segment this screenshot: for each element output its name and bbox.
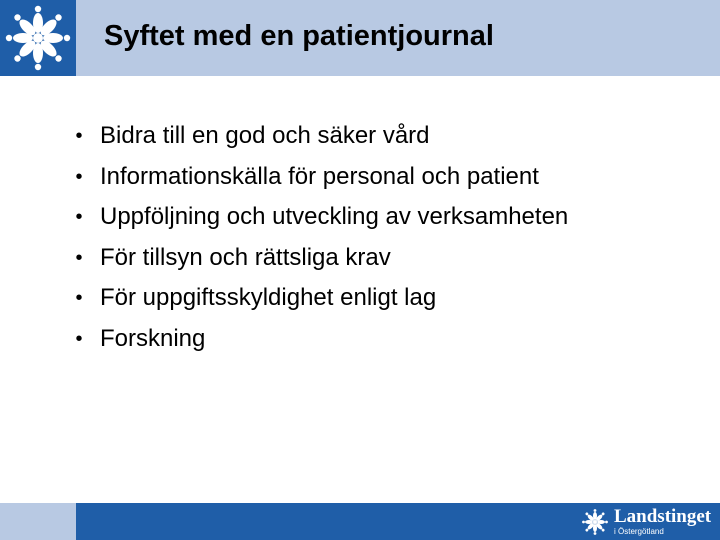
bullet-item	[72, 238, 568, 279]
bullet-item	[72, 278, 568, 319]
brand-subtitle: i Östergötland	[614, 527, 664, 536]
slide-title: Syftet med en patientjournal	[104, 20, 494, 52]
bullet-marker: •	[75, 246, 83, 269]
bullet-item	[72, 157, 568, 198]
bullet-item	[72, 197, 568, 238]
snowflake-icon	[580, 507, 610, 537]
bullet-text: Uppföljning och utveckling av verksamheten	[100, 203, 569, 230]
bullet-marker: •	[75, 165, 83, 188]
bullet-marker: •	[75, 287, 83, 309]
bullet-item	[72, 319, 568, 360]
bullet-text: Forskning	[100, 324, 206, 352]
bullet-text: Bidra till en god och säker vård	[100, 122, 430, 149]
bullet-marker: •	[75, 125, 83, 147]
footer-brand-logo	[580, 506, 716, 538]
bullet-item	[72, 116, 568, 157]
brand-name: Landstinget	[614, 506, 712, 527]
bullet-text: För tillsyn och rättsliga krav	[100, 243, 391, 271]
bullet-text: Informationskälla för personal och patient	[100, 162, 539, 190]
bullet-marker: •	[75, 206, 83, 228]
bullet-marker: •	[75, 327, 83, 350]
bullet-text: För uppgiftsskyldighet enligt lag	[100, 284, 437, 311]
bullet-list	[72, 116, 568, 359]
footer-left-band	[0, 503, 76, 540]
snowflake-icon	[0, 0, 76, 76]
header-logo	[0, 0, 76, 76]
